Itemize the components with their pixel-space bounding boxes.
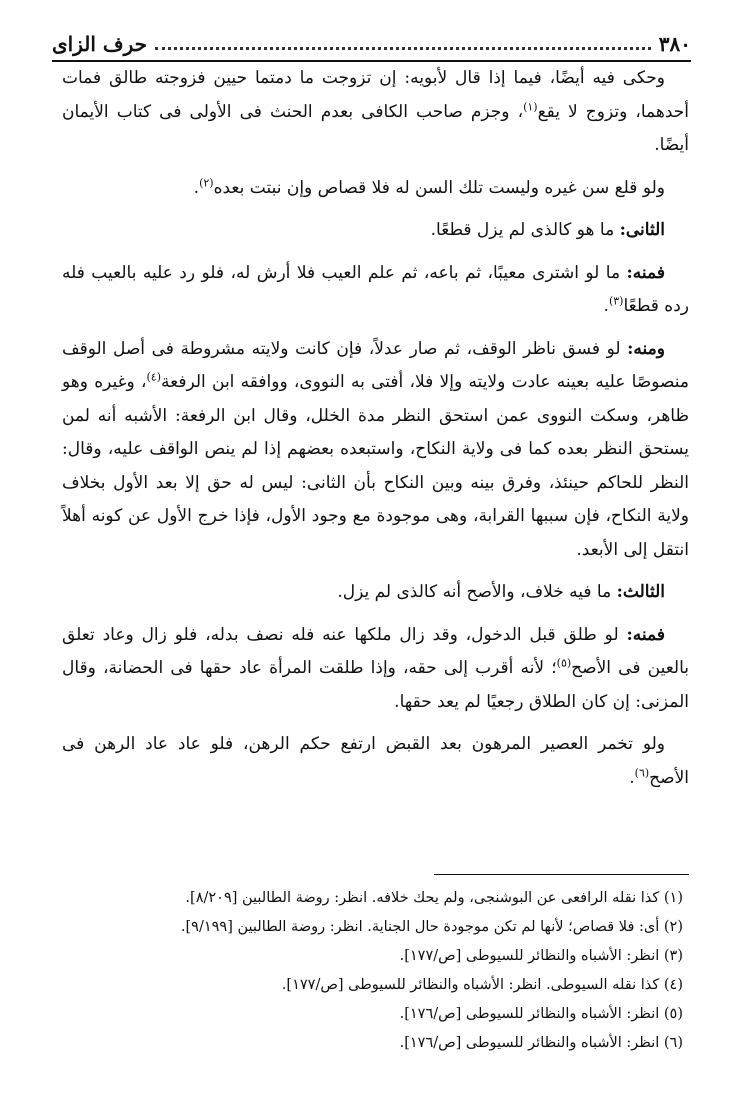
paragraph: [62, 62, 689, 163]
footnote: (٤) كذا نقله السيوطى. انظر: الأشباه والنظائر للسيوطى [ص/١٧٧].: [281, 977, 683, 993]
paragraph-text: ما هو كالذى لم يزل قطعًا.: [430, 220, 615, 240]
section-lead: الثالث:: [616, 582, 665, 602]
footnote: (٣) انظر: الأشباه والنظائر للسيوطى [ص/١٧٧].: [399, 948, 683, 964]
paragraph-text: لو طلق قبل الدخول، وقد زال ملكها عنه فله نصف بدله، فلو زال وعاد تعلق بالعين فى الأصح: [62, 624, 689, 678]
section-lead: فمنه:: [626, 262, 665, 283]
paragraph-text: وحكى فيه أيضًا، فيما إذا قال لأبويه: إن تزوجت ما دمتما حيين فزوجته طالق فمات أحدهما، وتزوج لا يقع: [62, 68, 689, 122]
paragraph: [62, 214, 689, 248]
paragraph-text: لو فسق ناظر الوقف، ثم صار عدلاً، فإن كانت ولايته مشروطة فى أصل الوقف منصوصًا عليه بعينه عادت ولايته وإلا فلا، أفتى به النووى، ووافقه ابن الرفعة: [62, 338, 689, 392]
footnote-reference[interactable]: (٢): [199, 175, 214, 189]
paragraph: [62, 576, 689, 610]
header-dot-leader: [155, 47, 651, 50]
paragraph-text: ما لو اشترى معيبًا، ثم باعه، ثم علم العيب فلا أرش له، فلو رد عليه بالعيب فله رده قطعًا: [62, 262, 689, 316]
paragraph-text: ما فيه خلاف، والأصح أنه كالذى لم يزل.: [337, 582, 612, 602]
footnote-reference[interactable]: (١): [523, 99, 538, 113]
footnote: (٦) انظر: الأشباه والنظائر للسيوطى [ص/١٧٦].: [399, 1035, 683, 1051]
footnote-reference[interactable]: (٣): [608, 294, 624, 308]
paragraph-text: ، وغيره وهو ظاهر، وسكت النووى عمن استحق النظر مدة الخلل، وقال ابن الرفعة: الأشبه أنه لمن يستحق النظر بعده كما فى ولاية النكاح، واستبعده بعضهم إذا لم ينص الواقف عليه، وقال: النظر للحاكم حينئذ، وفرق بينه وبين النكاح بأن الثانى: ليس له حق إلا بعد الأول بخلاف ولاية النكاح، فإن سببها القرابة، وهى موجودة مع وجود الأول، فإذا خرج الأول عن كونه أهلاً انتقل إلى الأبعد.: [62, 372, 689, 560]
section-lead: فمنه:: [626, 624, 665, 645]
footnote-reference[interactable]: (٦): [634, 765, 650, 779]
footnote: (١) كذا نقله الرافعى عن البوشنجى، ولم يحك خلافه. انظر: روضة الطالبين [٨/٢٠٩].: [185, 890, 683, 906]
paragraph: [62, 333, 689, 568]
footnote-reference[interactable]: (٥): [556, 656, 572, 670]
footnote: (٢) أى: فلا قصاص؛ لأنها لم تكن موجودة حال الجناية. انظر: روضة الطالبين [٩/١٩٩].: [180, 919, 683, 935]
paragraph-text: ولو تخمر العصير المرهون بعد القبض ارتفع حكم الرهن، فلو عاد عاد الرهن فى الأصح: [62, 734, 689, 788]
footnote-separator: [434, 874, 689, 875]
paragraph-text: ، وجزم صاحب الكافى بعدم الحنث فى الأولى فى كتاب الأيمان أيضًا.: [62, 101, 689, 155]
paragraph: [62, 172, 689, 206]
paragraph-text: .: [193, 177, 200, 198]
paragraph-text: ولو قلع سن غيره وليست تلك السن له فلا قصاص وإن نبتت بعده: [213, 177, 665, 198]
paragraph: [62, 619, 689, 720]
footnote-reference[interactable]: (٤): [146, 370, 162, 384]
chapter-title: حرف الزاى: [52, 32, 147, 56]
footnote: (٥) انظر: الأشباه والنظائر للسيوطى [ص/١٧٦].: [399, 1006, 683, 1022]
footnotes: [62, 884, 683, 1058]
paragraph: [62, 257, 689, 324]
paragraph-text: .: [603, 296, 609, 316]
paragraph-text: ؛ لأنه أقرب إلى حقه، وإذا طلقت المرأة عاد حقها فى الحضانة، وقال المزنى: إن كان الطلاق رجعيًا لم يعد حقها.: [62, 658, 689, 712]
section-lead: الثانى:: [619, 220, 665, 240]
running-header: [52, 22, 691, 62]
main-text: [62, 62, 689, 804]
section-lead: ومنه:: [627, 338, 665, 359]
paragraph-text: .: [629, 767, 635, 788]
page-number: ٣٨٠: [658, 32, 691, 56]
paragraph: [62, 728, 689, 795]
